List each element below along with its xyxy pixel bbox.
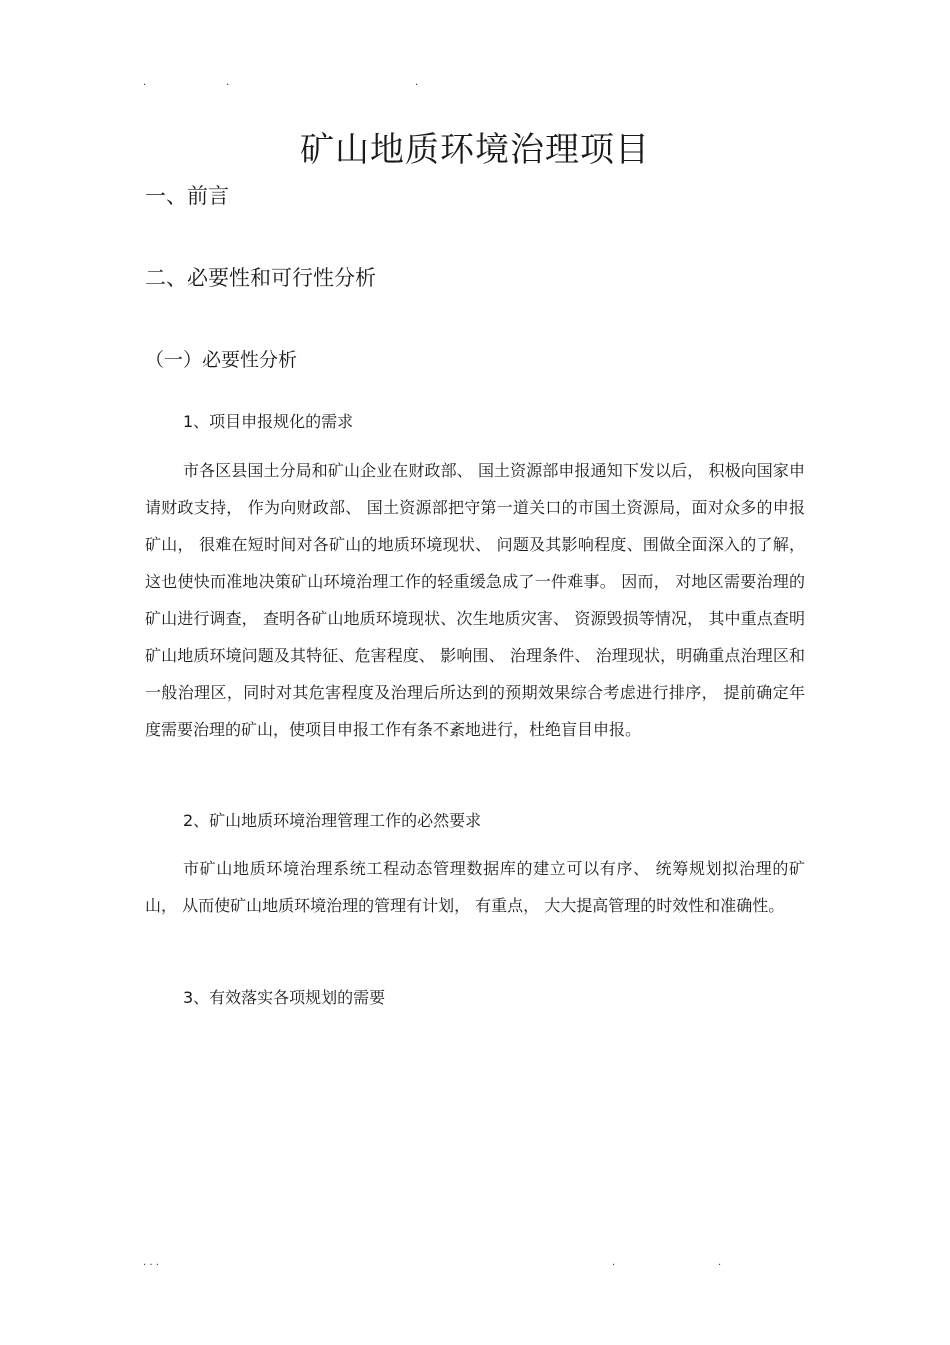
header-mark-1: .	[143, 77, 147, 88]
item-3-heading: 3、有效落实各项规划的需要	[183, 988, 386, 1007]
paragraph-2: 市矿山地质环境治理系统工程动态管理数据库的建立可以有序、 统筹规划拟治理的矿山， 从而使矿山地质环境治理的管理有计划， 有重点， 大大提高管理的时效性和准确性。	[145, 859, 805, 915]
footer-mark-1: . . .	[143, 1257, 159, 1268]
item-1-heading: 1、项目申报规化的需求	[183, 412, 354, 431]
header-mark-3: .	[415, 77, 419, 88]
subsection-necessity-heading: （一）必要性分析	[145, 349, 298, 371]
item-2-heading: 2、矿山地质环境治理管理工作的必然要求	[183, 811, 482, 830]
section-analysis-heading: 二、必要性和可行性分析	[145, 266, 376, 290]
document-title: 矿山地质环境治理项目	[300, 130, 650, 170]
paragraph-1: 市各区县国土分局和矿山企业在财政部、 国土资源部申报通知下发以后， 积极向国家申请财政支持， 作为向财政部、 国土资源部把守第一道关口的市国土资源局，面对众多的申报矿山， 很难在短时间对各矿山的地质环境现状、 问题及其影响程度、围做全面深入的了解， 这也使快而准地决策矿山环境治理工作的轻重缓急成了一件难事。 因而， 对地区需要治理的矿山进行调查， 查明各矿山地质环境现状、次生地质灾害、 资源毁损等情况， 其中重点查明矿山地质环境问题及其特征、危害程度、 影响围、 治理条件、 治理现状，明确重点治理区和一般治理区，同时对其危害程度及治理后所达到的预期效果综合考虑进行排序， 提前确定年度需要治理的矿山，使项目申报工作有条不紊地进行，杜绝盲目申报。	[145, 461, 805, 739]
footer-mark-3: .	[718, 1257, 722, 1268]
footer-mark-2: .	[612, 1257, 616, 1268]
section-preface-heading: 一、前言	[145, 184, 229, 208]
header-mark-2: .	[226, 77, 230, 88]
